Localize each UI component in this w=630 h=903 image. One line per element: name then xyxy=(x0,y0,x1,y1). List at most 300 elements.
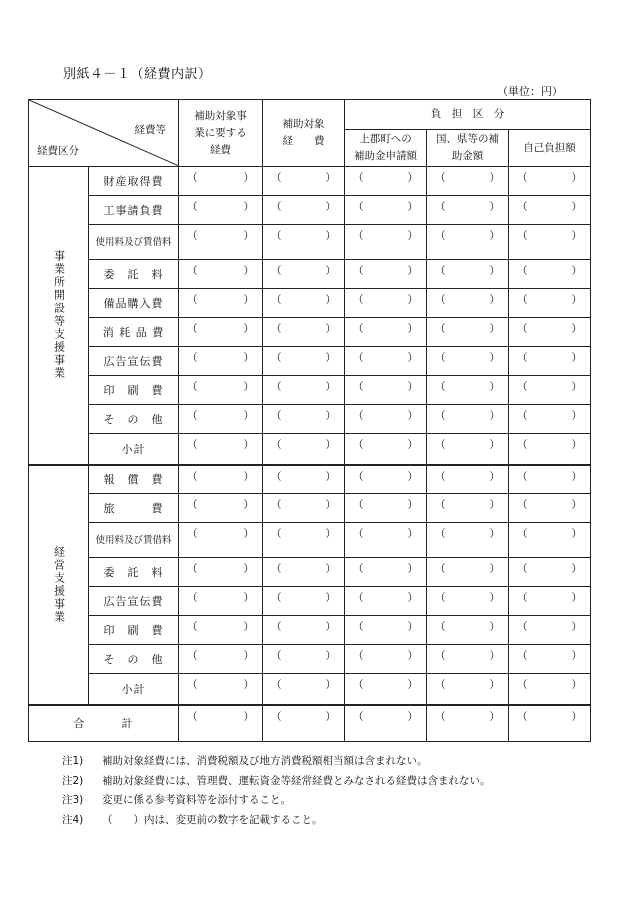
item-label: 委 託 料 xyxy=(89,260,179,289)
table-row xyxy=(29,587,591,616)
amount-cell[interactable] xyxy=(345,587,427,616)
amount-cell[interactable] xyxy=(263,523,345,558)
paren-open: （ xyxy=(517,323,528,335)
paren-close: ） xyxy=(325,499,336,511)
paren-close: ） xyxy=(571,592,583,604)
paren-close: ） xyxy=(407,230,418,242)
paren-close: ） xyxy=(325,563,336,575)
paren-close: ） xyxy=(325,265,336,277)
paren-open: （ xyxy=(187,294,198,306)
paren-open: （ xyxy=(517,294,528,306)
paren-open: （ xyxy=(435,294,446,306)
paren-open: （ xyxy=(187,381,198,393)
paren-open: （ xyxy=(435,230,446,242)
amount-cell[interactable] xyxy=(509,347,591,376)
table-row xyxy=(29,376,591,405)
amount-cell[interactable] xyxy=(509,405,591,434)
paren-close: ） xyxy=(243,499,254,511)
amount-cell[interactable] xyxy=(179,260,263,289)
amount-cell[interactable] xyxy=(179,289,263,318)
paren-close: ） xyxy=(571,499,583,511)
item-label: 広告宣伝費 xyxy=(89,587,179,616)
paren-open: （ xyxy=(435,323,446,335)
paren-open: （ xyxy=(271,381,282,393)
amount-cell[interactable] xyxy=(179,674,263,705)
paren-open: （ xyxy=(271,592,282,604)
table-row xyxy=(29,289,591,318)
paren-close: ） xyxy=(407,410,418,422)
paren-open: （ xyxy=(517,352,528,364)
table-row xyxy=(29,167,591,196)
paren-open: （ xyxy=(187,410,198,422)
paren-open: （ xyxy=(353,381,364,393)
amount-cell[interactable] xyxy=(179,347,263,376)
paren-close: ） xyxy=(407,172,418,184)
paren-close: ） xyxy=(243,201,254,213)
paren-open: （ xyxy=(353,201,364,213)
item-label: 消 耗 品 費 xyxy=(89,318,179,347)
amount-cell[interactable] xyxy=(509,434,591,465)
amount-cell[interactable] xyxy=(345,167,427,196)
paren-open: （ xyxy=(435,650,446,662)
table-row xyxy=(29,318,591,347)
paren-open: （ xyxy=(353,499,364,511)
paren-close: ） xyxy=(325,592,336,604)
paren-open: （ xyxy=(353,230,364,242)
item-label: 小計 xyxy=(89,434,179,465)
paren-close: ） xyxy=(325,650,336,662)
paren-open: （ xyxy=(517,470,528,483)
paren-close: ） xyxy=(571,679,583,691)
table-row xyxy=(29,405,591,434)
paren-open: （ xyxy=(435,563,446,575)
paren-open: （ xyxy=(435,381,446,393)
paren-close: ） xyxy=(325,470,336,483)
amount-cell[interactable] xyxy=(509,260,591,289)
col-header-national-subsidy: 国、県等の補 助金額 xyxy=(427,130,509,167)
burden-header: 負 担 区 分 xyxy=(345,100,591,130)
paren-open: （ xyxy=(517,410,528,422)
paren-open: （ xyxy=(435,352,446,364)
amount-cell[interactable] xyxy=(427,494,509,523)
paren-close: ） xyxy=(243,172,254,184)
amount-cell[interactable] xyxy=(509,289,591,318)
amount-cell[interactable] xyxy=(345,616,427,645)
paren-open: （ xyxy=(187,650,198,662)
paren-close: ） xyxy=(407,323,418,335)
paren-close: ） xyxy=(243,679,254,691)
amount-cell[interactable] xyxy=(179,376,263,405)
amount-cell[interactable] xyxy=(345,645,427,674)
amount-cell[interactable] xyxy=(427,225,509,260)
paren-close: ） xyxy=(407,528,418,540)
amount-cell[interactable] xyxy=(179,587,263,616)
table-row xyxy=(29,196,591,225)
paren-open: （ xyxy=(517,201,528,213)
total-label: 合 計 xyxy=(29,705,179,742)
paren-close: ） xyxy=(571,439,583,451)
paren-close: ） xyxy=(325,528,336,540)
item-label: 印 刷 費 xyxy=(89,376,179,405)
paren-close: ） xyxy=(407,381,418,393)
paren-close: ） xyxy=(571,172,583,184)
amount-cell[interactable] xyxy=(345,705,427,742)
paren-close: ） xyxy=(325,352,336,364)
paren-open: （ xyxy=(517,265,528,277)
paren-open: （ xyxy=(353,172,364,184)
paren-open: （ xyxy=(435,592,446,604)
paren-close: ） xyxy=(407,679,418,691)
amount-cell[interactable] xyxy=(263,347,345,376)
paren-close: ） xyxy=(571,323,583,335)
amount-cell[interactable] xyxy=(427,196,509,225)
paren-open: （ xyxy=(187,265,198,277)
amount-cell[interactable] xyxy=(263,616,345,645)
paren-close: ） xyxy=(243,439,254,451)
table-row xyxy=(29,523,591,558)
paren-close: ） xyxy=(407,621,418,633)
table-row xyxy=(29,347,591,376)
paren-open: （ xyxy=(353,592,364,604)
amount-cell[interactable] xyxy=(509,376,591,405)
amount-cell[interactable] xyxy=(345,523,427,558)
paren-open: （ xyxy=(187,470,198,483)
paren-open: （ xyxy=(517,563,528,575)
amount-cell[interactable] xyxy=(179,434,263,465)
paren-close: ） xyxy=(571,230,583,242)
paren-close: ） xyxy=(325,679,336,691)
paren-open: （ xyxy=(517,592,528,604)
item-label: 旅 費 xyxy=(89,494,179,523)
amount-cell[interactable] xyxy=(427,558,509,587)
paren-close: ） xyxy=(489,592,500,604)
amount-cell[interactable] xyxy=(263,587,345,616)
paren-open: （ xyxy=(353,679,364,691)
paren-close: ） xyxy=(243,528,254,540)
paren-open: （ xyxy=(353,352,364,364)
paren-close: ） xyxy=(325,621,336,633)
paren-close: ） xyxy=(243,710,254,723)
paren-open: （ xyxy=(187,528,198,540)
amount-cell[interactable] xyxy=(345,289,427,318)
paren-close: ） xyxy=(243,410,254,422)
paren-open: （ xyxy=(353,265,364,277)
paren-close: ） xyxy=(407,710,418,723)
paren-close: ） xyxy=(489,679,500,691)
paren-close: ） xyxy=(407,294,418,306)
item-label: 広告宣伝費 xyxy=(89,347,179,376)
paren-close: ） xyxy=(489,381,500,393)
amount-cell[interactable] xyxy=(345,465,427,494)
amount-cell[interactable] xyxy=(427,434,509,465)
item-label: 財産取得費 xyxy=(89,167,179,196)
amount-cell[interactable] xyxy=(427,705,509,742)
amount-cell[interactable] xyxy=(263,434,345,465)
amount-cell[interactable] xyxy=(509,494,591,523)
paren-open: （ xyxy=(353,410,364,422)
amount-cell[interactable] xyxy=(427,376,509,405)
paren-open: （ xyxy=(517,172,528,184)
paren-open: （ xyxy=(517,230,528,242)
paren-open: （ xyxy=(435,172,446,184)
amount-cell[interactable] xyxy=(263,376,345,405)
item-label: 小計 xyxy=(89,674,179,705)
page-title: 別紙４－１（経費内訳） xyxy=(63,67,212,82)
amount-cell[interactable] xyxy=(345,494,427,523)
amount-cell[interactable] xyxy=(427,405,509,434)
paren-close: ） xyxy=(489,410,500,422)
amount-cell[interactable] xyxy=(427,616,509,645)
item-label: 工事請負費 xyxy=(89,196,179,225)
paren-open: （ xyxy=(435,470,446,483)
note-2: 注2) 補助対象経費には、管理費、運転資金等経常経費とみなされる経費は含まれない。 xyxy=(62,774,491,787)
amount-cell[interactable] xyxy=(179,705,263,742)
paren-open: （ xyxy=(187,352,198,364)
unit-label: （単位：円） xyxy=(497,85,563,98)
paren-open: （ xyxy=(187,201,198,213)
amount-cell[interactable] xyxy=(179,225,263,260)
paren-close: ） xyxy=(325,201,336,213)
amount-cell[interactable] xyxy=(263,225,345,260)
paren-open: （ xyxy=(435,528,446,540)
paren-open: （ xyxy=(435,265,446,277)
paren-close: ） xyxy=(571,265,583,277)
paren-close: ） xyxy=(325,710,336,723)
paren-close: ） xyxy=(571,294,583,306)
paren-open: （ xyxy=(271,201,282,213)
paren-close: ） xyxy=(489,265,500,277)
amount-cell[interactable] xyxy=(345,434,427,465)
amount-cell[interactable] xyxy=(345,405,427,434)
amount-cell[interactable] xyxy=(509,674,591,705)
amount-cell[interactable] xyxy=(427,465,509,494)
amount-cell[interactable] xyxy=(179,645,263,674)
paren-close: ） xyxy=(325,294,336,306)
paren-close: ） xyxy=(243,265,254,277)
paren-open: （ xyxy=(353,710,364,723)
paren-open: （ xyxy=(271,621,282,633)
paren-close: ） xyxy=(407,201,418,213)
paren-open: （ xyxy=(187,172,198,184)
paren-open: （ xyxy=(271,172,282,184)
paren-open: （ xyxy=(517,381,528,393)
paren-close: ） xyxy=(407,563,418,575)
amount-cell[interactable] xyxy=(179,616,263,645)
amount-cell[interactable] xyxy=(179,494,263,523)
amount-cell[interactable] xyxy=(427,260,509,289)
paren-open: （ xyxy=(271,230,282,242)
note-1: 注1) 補助対象経費には、消費税額及び地方消費税額相当額は含まれない。 xyxy=(62,755,428,767)
amount-cell[interactable] xyxy=(427,347,509,376)
paren-open: （ xyxy=(187,621,198,633)
table-row xyxy=(29,645,591,674)
total-row xyxy=(29,705,591,742)
table-row xyxy=(29,494,591,523)
paren-close: ） xyxy=(571,710,583,723)
paren-close: ） xyxy=(407,470,418,483)
diagonal-header-cell xyxy=(29,100,179,167)
amount-cell[interactable] xyxy=(179,523,263,558)
amount-cell[interactable] xyxy=(179,558,263,587)
paren-open: （ xyxy=(435,679,446,691)
paren-open: （ xyxy=(517,710,528,723)
amount-cell[interactable] xyxy=(345,376,427,405)
amount-cell[interactable] xyxy=(509,645,591,674)
amount-cell[interactable] xyxy=(509,587,591,616)
paren-open: （ xyxy=(187,323,198,335)
amount-cell[interactable] xyxy=(263,645,345,674)
amount-cell[interactable] xyxy=(509,558,591,587)
amount-cell[interactable] xyxy=(509,196,591,225)
amount-cell[interactable] xyxy=(263,705,345,742)
amount-cell[interactable] xyxy=(345,347,427,376)
paren-open: （ xyxy=(435,201,446,213)
paren-open: （ xyxy=(187,439,198,451)
paren-open: （ xyxy=(435,710,446,723)
amount-cell[interactable] xyxy=(427,587,509,616)
paren-close: ） xyxy=(571,528,583,540)
paren-close: ） xyxy=(571,621,583,633)
amount-cell[interactable] xyxy=(427,167,509,196)
amount-cell[interactable] xyxy=(263,494,345,523)
amount-cell[interactable] xyxy=(509,318,591,347)
paren-open: （ xyxy=(517,499,528,511)
amount-cell[interactable] xyxy=(509,225,591,260)
paren-close: ） xyxy=(489,294,500,306)
amount-cell[interactable] xyxy=(345,318,427,347)
note-4: 注4) （ ）内は、変更前の数字を記載すること。 xyxy=(62,813,323,826)
paren-open: （ xyxy=(271,323,282,335)
amount-cell[interactable] xyxy=(263,465,345,494)
table-row xyxy=(29,225,591,260)
paren-close: ） xyxy=(489,172,500,184)
amount-cell[interactable] xyxy=(427,523,509,558)
amount-cell[interactable] xyxy=(179,465,263,494)
amount-cell[interactable] xyxy=(345,260,427,289)
amount-cell[interactable] xyxy=(509,616,591,645)
paren-open: （ xyxy=(271,499,282,511)
item-label: 印 刷 費 xyxy=(89,616,179,645)
paren-open: （ xyxy=(353,563,364,575)
paren-open: （ xyxy=(353,621,364,633)
paren-open: （ xyxy=(187,563,198,575)
item-label: 使用料及び賃借料 xyxy=(89,523,179,558)
amount-cell[interactable] xyxy=(345,558,427,587)
group-label: 事業所開設等支援事業 xyxy=(29,167,89,465)
paren-close: ） xyxy=(243,621,254,633)
col-header-project-cost: 補助対象事 業に要する 経費 xyxy=(179,100,263,167)
paren-close: ） xyxy=(489,528,500,540)
diag-bottom-label: 経費区分 xyxy=(37,145,79,157)
item-label: 使用料及び賃借料 xyxy=(89,225,179,260)
paren-close: ） xyxy=(407,352,418,364)
paren-open: （ xyxy=(271,410,282,422)
amount-cell[interactable] xyxy=(509,167,591,196)
amount-cell[interactable] xyxy=(263,167,345,196)
paren-open: （ xyxy=(271,528,282,540)
paren-open: （ xyxy=(517,621,528,633)
amount-cell[interactable] xyxy=(263,405,345,434)
paren-open: （ xyxy=(271,439,282,451)
paren-close: ） xyxy=(243,563,254,575)
amount-cell[interactable] xyxy=(263,674,345,705)
amount-cell[interactable] xyxy=(509,705,591,742)
paren-close: ） xyxy=(571,352,583,364)
amount-cell[interactable] xyxy=(345,674,427,705)
paren-close: ） xyxy=(243,470,254,483)
paren-open: （ xyxy=(271,679,282,691)
paren-open: （ xyxy=(435,439,446,451)
amount-cell[interactable] xyxy=(509,523,591,558)
paren-close: ） xyxy=(325,172,336,184)
paren-close: ） xyxy=(489,323,500,335)
amount-cell[interactable] xyxy=(179,318,263,347)
paren-open: （ xyxy=(435,621,446,633)
paren-close: ） xyxy=(243,294,254,306)
paren-close: ） xyxy=(243,650,254,662)
group-label: 経営支援事業 xyxy=(29,465,89,705)
table-row xyxy=(29,558,591,587)
amount-cell[interactable] xyxy=(345,225,427,260)
paren-open: （ xyxy=(271,650,282,662)
paren-open: （ xyxy=(271,563,282,575)
paren-close: ） xyxy=(243,323,254,335)
paren-open: （ xyxy=(187,710,198,723)
paren-close: ） xyxy=(243,230,254,242)
amount-cell[interactable] xyxy=(263,289,345,318)
paren-open: （ xyxy=(187,679,198,691)
col-header-self-burden: 自己負担額 xyxy=(509,130,591,167)
amount-cell[interactable] xyxy=(179,196,263,225)
amount-cell[interactable] xyxy=(345,196,427,225)
amount-cell[interactable] xyxy=(263,558,345,587)
amount-cell[interactable] xyxy=(509,465,591,494)
paren-close: ） xyxy=(325,381,336,393)
amount-cell[interactable] xyxy=(427,318,509,347)
paren-close: ） xyxy=(407,499,418,511)
paren-open: （ xyxy=(187,499,198,511)
paren-close: ） xyxy=(325,230,336,242)
paren-open: （ xyxy=(517,528,528,540)
col-header-town-subsidy: 上郡町への 補助金申請額 xyxy=(345,130,427,167)
amount-cell[interactable] xyxy=(427,289,509,318)
amount-cell[interactable] xyxy=(427,645,509,674)
paren-close: ） xyxy=(571,563,583,575)
paren-close: ） xyxy=(243,352,254,364)
paren-close: ） xyxy=(571,470,583,483)
paren-close: ） xyxy=(407,439,418,451)
table-row xyxy=(29,674,591,705)
paren-open: （ xyxy=(271,710,282,723)
paren-close: ） xyxy=(571,381,583,393)
amount-cell[interactable] xyxy=(263,260,345,289)
amount-cell[interactable] xyxy=(263,318,345,347)
paren-open: （ xyxy=(271,352,282,364)
paren-open: （ xyxy=(517,650,528,662)
paren-close: ） xyxy=(489,352,500,364)
paren-close: ） xyxy=(489,439,500,451)
amount-cell[interactable] xyxy=(427,674,509,705)
amount-cell[interactable] xyxy=(263,196,345,225)
paren-open: （ xyxy=(435,499,446,511)
paren-open: （ xyxy=(353,294,364,306)
paren-close: ） xyxy=(571,201,583,213)
paren-open: （ xyxy=(353,323,364,335)
paren-close: ） xyxy=(489,650,500,662)
notes xyxy=(62,752,491,830)
amount-cell[interactable] xyxy=(179,405,263,434)
amount-cell[interactable] xyxy=(179,167,263,196)
